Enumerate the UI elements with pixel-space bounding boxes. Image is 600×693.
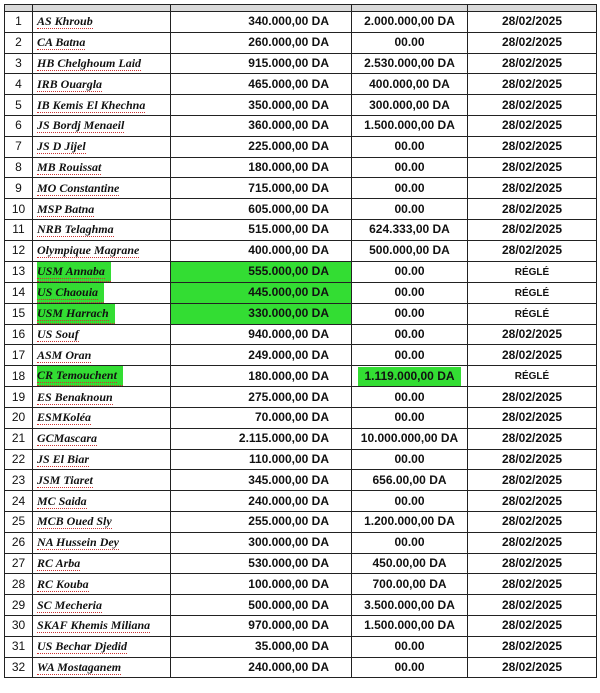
row-number: 6 bbox=[5, 115, 33, 136]
club-name-cell bbox=[33, 470, 171, 491]
amount-paid-cell bbox=[352, 345, 468, 366]
row-number: 25 bbox=[5, 511, 33, 532]
amount-paid: 2.530.000,00 DA bbox=[364, 55, 455, 70]
date-value: 28/02/2025 bbox=[501, 493, 563, 508]
club-name-highlight bbox=[37, 262, 111, 282]
amount-paid: 00.00 bbox=[394, 285, 425, 300]
row-number: 22 bbox=[5, 449, 33, 470]
amount-paid-cell bbox=[352, 387, 468, 408]
amount-paid: 00.00 bbox=[394, 159, 425, 174]
club-name: JSM Tiaret bbox=[37, 472, 93, 487]
row-number: 10 bbox=[5, 199, 33, 220]
table-row bbox=[5, 532, 597, 553]
club-name: GCMascara bbox=[37, 431, 98, 446]
amount-paid: 10.000.000,00 DA bbox=[360, 431, 459, 446]
header-cell bbox=[5, 5, 33, 12]
club-name: MB Rouissat bbox=[37, 159, 102, 174]
amount-paid: 00.00 bbox=[394, 35, 425, 50]
row-number: 18 bbox=[5, 366, 33, 387]
row-number: 1 bbox=[5, 12, 33, 33]
table-row bbox=[5, 428, 597, 449]
due-date bbox=[468, 219, 597, 240]
amount-paid: 400.000,00 DA bbox=[369, 76, 450, 91]
amount-due: 555.000,00 DA bbox=[171, 261, 352, 282]
row-number: 27 bbox=[5, 553, 33, 574]
table-row bbox=[5, 324, 597, 345]
settled-status bbox=[468, 261, 597, 282]
club-name: ESMKoléa bbox=[37, 410, 92, 425]
table-row bbox=[5, 595, 597, 616]
amount-paid-cell bbox=[352, 115, 468, 136]
amount-paid: 1.500.000,00 DA bbox=[364, 618, 455, 633]
club-name-cell bbox=[33, 219, 171, 240]
club-name-cell bbox=[33, 53, 171, 74]
amount-due: 2.115.000,00 DA bbox=[171, 428, 352, 449]
club-name: AS Khroub bbox=[37, 14, 93, 29]
club-name: RC Kouba bbox=[37, 576, 89, 591]
club-name: Olympique Magrane bbox=[37, 243, 140, 258]
table-row bbox=[5, 615, 597, 636]
row-number: 32 bbox=[5, 657, 33, 678]
date-value: 28/02/2025 bbox=[501, 201, 563, 216]
date-value: 28/02/2025 bbox=[501, 410, 563, 425]
row-number: 14 bbox=[5, 282, 33, 303]
club-name-highlight bbox=[37, 304, 115, 324]
row-number: 20 bbox=[5, 407, 33, 428]
date-value: 28/02/2025 bbox=[501, 35, 563, 50]
club-name: SC Mecheria bbox=[37, 597, 103, 612]
table-row bbox=[5, 53, 597, 74]
row-number: 13 bbox=[5, 261, 33, 282]
due-date bbox=[468, 657, 597, 678]
club-name-cell bbox=[33, 366, 171, 387]
date-value: 28/02/2025 bbox=[501, 139, 563, 154]
club-name-cell bbox=[33, 449, 171, 470]
amount-paid-cell bbox=[352, 136, 468, 157]
due-date bbox=[468, 470, 597, 491]
amount-paid: 2.000.000,00 DA bbox=[364, 14, 455, 29]
due-date bbox=[468, 53, 597, 74]
club-name-cell bbox=[33, 95, 171, 116]
row-number: 17 bbox=[5, 345, 33, 366]
row-number: 23 bbox=[5, 470, 33, 491]
club-name-cell bbox=[33, 74, 171, 95]
club-name: WA Mostaganem bbox=[37, 659, 122, 674]
date-value: 28/02/2025 bbox=[501, 14, 563, 29]
table-row bbox=[5, 366, 597, 387]
amount-paid-cell bbox=[352, 53, 468, 74]
clubs-payment-table bbox=[4, 4, 597, 678]
settled-status bbox=[468, 282, 597, 303]
amount-paid-cell bbox=[352, 219, 468, 240]
amount-due: 345.000,00 DA bbox=[171, 470, 352, 491]
amount-paid-cell bbox=[352, 491, 468, 512]
settled-label: RÉGLÉ bbox=[514, 266, 550, 278]
club-name: JS El Biar bbox=[37, 451, 90, 466]
amount-paid-cell bbox=[352, 282, 468, 303]
club-name: US Souf bbox=[37, 326, 79, 341]
date-value: 28/02/2025 bbox=[501, 389, 563, 404]
amount-paid-cell bbox=[352, 303, 468, 324]
table-row bbox=[5, 136, 597, 157]
amount-paid-cell bbox=[352, 636, 468, 657]
row-number: 31 bbox=[5, 636, 33, 657]
amount-paid-cell bbox=[352, 261, 468, 282]
amount-paid: 00.00 bbox=[394, 139, 425, 154]
due-date bbox=[468, 449, 597, 470]
club-name-cell bbox=[33, 387, 171, 408]
club-name: SKAF Khemis Miliana bbox=[37, 618, 151, 633]
amount-due: 255.000,00 DA bbox=[171, 511, 352, 532]
row-number: 8 bbox=[5, 157, 33, 178]
row-number: 5 bbox=[5, 95, 33, 116]
amount-paid: 300.000,00 DA bbox=[369, 97, 450, 112]
amount-due: 465.000,00 DA bbox=[171, 74, 352, 95]
amount-due: 110.000,00 DA bbox=[171, 449, 352, 470]
date-value: 28/02/2025 bbox=[501, 597, 563, 612]
amount-due: 35.000,00 DA bbox=[171, 636, 352, 657]
table-row bbox=[5, 449, 597, 470]
amount-due: 970.000,00 DA bbox=[171, 615, 352, 636]
amount-due: 940.000,00 DA bbox=[171, 324, 352, 345]
amount-due: 360.000,00 DA bbox=[171, 115, 352, 136]
table-row bbox=[5, 303, 597, 324]
table-row bbox=[5, 74, 597, 95]
settled-label: RÉGLÉ bbox=[514, 287, 550, 299]
club-name: RC Arba bbox=[37, 555, 81, 570]
amount-paid-cell bbox=[352, 574, 468, 595]
amount-due: 275.000,00 DA bbox=[171, 387, 352, 408]
amount-due: 330.000,00 DA bbox=[171, 303, 352, 324]
header-cell bbox=[171, 5, 352, 12]
amount-paid: 500.000,00 DA bbox=[369, 243, 450, 258]
amount-paid-cell bbox=[352, 240, 468, 261]
amount-paid: 00.00 bbox=[394, 389, 425, 404]
club-name-cell bbox=[33, 282, 171, 303]
club-name-cell bbox=[33, 32, 171, 53]
amount-paid-cell bbox=[352, 470, 468, 491]
due-date bbox=[468, 574, 597, 595]
due-date bbox=[468, 636, 597, 657]
amount-paid-cell bbox=[352, 553, 468, 574]
club-name-cell bbox=[33, 615, 171, 636]
club-name-cell bbox=[33, 136, 171, 157]
amount-paid-cell bbox=[352, 199, 468, 220]
due-date bbox=[468, 491, 597, 512]
club-name-cell bbox=[33, 407, 171, 428]
amount-paid: 3.500.000,00 DA bbox=[364, 597, 455, 612]
due-date bbox=[468, 74, 597, 95]
club-name: MCB Oued Sly bbox=[37, 514, 112, 529]
amount-paid-cell bbox=[352, 407, 468, 428]
settled-label: RÉGLÉ bbox=[514, 308, 550, 320]
due-date bbox=[468, 511, 597, 532]
amount-paid-cell bbox=[352, 511, 468, 532]
date-value: 28/02/2025 bbox=[501, 97, 563, 112]
club-name: NRB Telaghma bbox=[37, 222, 114, 237]
club-name: MSP Batna bbox=[37, 201, 95, 216]
amount-paid-cell bbox=[352, 428, 468, 449]
club-name-cell bbox=[33, 303, 171, 324]
row-number: 21 bbox=[5, 428, 33, 449]
amount-paid-cell bbox=[352, 157, 468, 178]
amount-due: 340.000,00 DA bbox=[171, 12, 352, 33]
amount-paid: 00.00 bbox=[394, 306, 425, 321]
club-name: US Chaouia bbox=[37, 284, 99, 299]
club-name: IB Kemis El Khechna bbox=[37, 97, 146, 112]
row-number: 30 bbox=[5, 615, 33, 636]
amount-paid-cell bbox=[352, 12, 468, 33]
club-name: MO Constantine bbox=[37, 180, 120, 195]
row-number: 12 bbox=[5, 240, 33, 261]
row-number: 15 bbox=[5, 303, 33, 324]
date-value: 28/02/2025 bbox=[501, 76, 563, 91]
club-name-cell bbox=[33, 553, 171, 574]
row-number: 9 bbox=[5, 178, 33, 199]
date-value: 28/02/2025 bbox=[501, 180, 563, 195]
date-value: 28/02/2025 bbox=[501, 431, 563, 446]
club-name-cell bbox=[33, 491, 171, 512]
club-name-cell bbox=[33, 636, 171, 657]
table-row bbox=[5, 115, 597, 136]
date-value: 28/02/2025 bbox=[501, 618, 563, 633]
due-date bbox=[468, 324, 597, 345]
due-date bbox=[468, 595, 597, 616]
club-name-cell bbox=[33, 324, 171, 345]
due-date bbox=[468, 615, 597, 636]
table-row bbox=[5, 178, 597, 199]
amount-paid: 1.200.000,00 DA bbox=[364, 514, 455, 529]
amount-due: 530.000,00 DA bbox=[171, 553, 352, 574]
table-row bbox=[5, 199, 597, 220]
club-name-cell bbox=[33, 240, 171, 261]
amount-paid: 1.500.000,00 DA bbox=[364, 118, 455, 133]
club-name: ES Benaknoun bbox=[37, 389, 113, 404]
amount-paid-cell bbox=[352, 366, 468, 387]
club-name-cell bbox=[33, 199, 171, 220]
club-name: IRB Ouargla bbox=[37, 76, 103, 91]
amount-paid: 00.00 bbox=[394, 535, 425, 550]
club-name-highlight bbox=[37, 283, 104, 303]
table-row bbox=[5, 219, 597, 240]
amount-paid: 00.00 bbox=[394, 264, 425, 279]
amount-due: 240.000,00 DA bbox=[171, 491, 352, 512]
table-row bbox=[5, 12, 597, 33]
due-date bbox=[468, 178, 597, 199]
date-value: 28/02/2025 bbox=[501, 347, 563, 362]
due-date bbox=[468, 428, 597, 449]
amount-due: 605.000,00 DA bbox=[171, 199, 352, 220]
row-number: 26 bbox=[5, 532, 33, 553]
amount-paid: 1.119.000,00 DA bbox=[358, 367, 460, 386]
club-name-cell bbox=[33, 345, 171, 366]
club-name-cell bbox=[33, 157, 171, 178]
amount-due: 300.000,00 DA bbox=[171, 532, 352, 553]
row-number: 11 bbox=[5, 219, 33, 240]
due-date bbox=[468, 115, 597, 136]
amount-paid-cell bbox=[352, 532, 468, 553]
amount-paid: 00.00 bbox=[394, 180, 425, 195]
amount-paid-cell bbox=[352, 449, 468, 470]
table-row bbox=[5, 387, 597, 408]
row-number: 4 bbox=[5, 74, 33, 95]
due-date bbox=[468, 407, 597, 428]
settled-status bbox=[468, 303, 597, 324]
table-row bbox=[5, 491, 597, 512]
club-name-cell bbox=[33, 12, 171, 33]
date-value: 28/02/2025 bbox=[501, 326, 563, 341]
amount-due: 715.000,00 DA bbox=[171, 178, 352, 199]
table-row bbox=[5, 95, 597, 116]
due-date bbox=[468, 553, 597, 574]
club-name-cell bbox=[33, 511, 171, 532]
due-date bbox=[468, 12, 597, 33]
amount-paid-cell bbox=[352, 657, 468, 678]
row-number: 3 bbox=[5, 53, 33, 74]
amount-due: 260.000,00 DA bbox=[171, 32, 352, 53]
settled-label: RÉGLÉ bbox=[514, 371, 550, 383]
amount-paid: 00.00 bbox=[394, 201, 425, 216]
amount-paid: 450.00,00 DA bbox=[372, 555, 447, 570]
club-name-cell bbox=[33, 657, 171, 678]
amount-due: 180.000,00 DA bbox=[171, 366, 352, 387]
date-value: 28/02/2025 bbox=[501, 222, 563, 237]
date-value: 28/02/2025 bbox=[501, 118, 563, 133]
club-name-highlight bbox=[37, 366, 123, 386]
due-date bbox=[468, 95, 597, 116]
due-date bbox=[468, 387, 597, 408]
amount-due: 180.000,00 DA bbox=[171, 157, 352, 178]
row-number: 28 bbox=[5, 574, 33, 595]
club-name: HB Chelghoum Laid bbox=[37, 55, 142, 70]
row-number: 2 bbox=[5, 32, 33, 53]
table-row bbox=[5, 553, 597, 574]
amount-paid-cell bbox=[352, 95, 468, 116]
table-row bbox=[5, 157, 597, 178]
amount-paid-cell bbox=[352, 32, 468, 53]
settled-status bbox=[468, 366, 597, 387]
amount-paid: 00.00 bbox=[394, 639, 425, 654]
row-number: 29 bbox=[5, 595, 33, 616]
amount-paid: 656.00,00 DA bbox=[372, 472, 447, 487]
club-name-cell bbox=[33, 261, 171, 282]
club-name: CA Batna bbox=[37, 35, 86, 50]
amount-paid-cell bbox=[352, 178, 468, 199]
date-value: 28/02/2025 bbox=[501, 555, 563, 570]
date-value: 28/02/2025 bbox=[501, 472, 563, 487]
amount-due: 500.000,00 DA bbox=[171, 595, 352, 616]
amount-paid-cell bbox=[352, 324, 468, 345]
amount-due: 249.000,00 DA bbox=[171, 345, 352, 366]
club-name-cell bbox=[33, 428, 171, 449]
club-name: USM Annaba bbox=[37, 263, 105, 278]
date-value: 28/02/2025 bbox=[501, 55, 563, 70]
date-value: 28/02/2025 bbox=[501, 659, 563, 674]
amount-paid-cell bbox=[352, 74, 468, 95]
due-date bbox=[468, 157, 597, 178]
amount-paid: 00.00 bbox=[394, 493, 425, 508]
amount-due: 70.000,00 DA bbox=[171, 407, 352, 428]
date-value: 28/02/2025 bbox=[501, 576, 563, 591]
row-number: 24 bbox=[5, 491, 33, 512]
date-value: 28/02/2025 bbox=[501, 451, 563, 466]
club-name-cell bbox=[33, 532, 171, 553]
table-row bbox=[5, 240, 597, 261]
amount-paid: 00.00 bbox=[394, 451, 425, 466]
amount-paid: 624.333,00 DA bbox=[369, 222, 450, 237]
table-row bbox=[5, 282, 597, 303]
header-cell bbox=[33, 5, 171, 12]
amount-due: 240.000,00 DA bbox=[171, 657, 352, 678]
header-row bbox=[5, 5, 597, 12]
club-name-cell bbox=[33, 595, 171, 616]
club-name-cell bbox=[33, 574, 171, 595]
row-number: 7 bbox=[5, 136, 33, 157]
amount-due: 100.000,00 DA bbox=[171, 574, 352, 595]
club-name: CR Temouchent bbox=[37, 368, 117, 383]
club-name: ASM Oran bbox=[37, 347, 92, 362]
club-name: USM Harrach bbox=[37, 305, 109, 320]
header-cell bbox=[468, 5, 597, 12]
table-row bbox=[5, 261, 597, 282]
amount-due: 445.000,00 DA bbox=[171, 282, 352, 303]
amount-paid: 00.00 bbox=[394, 347, 425, 362]
club-name: MC Saida bbox=[37, 493, 87, 508]
table-row bbox=[5, 657, 597, 678]
club-name: JS Bordj Menaeil bbox=[37, 118, 125, 133]
amount-due: 515.000,00 DA bbox=[171, 219, 352, 240]
header-cell bbox=[352, 5, 468, 12]
amount-due: 350.000,00 DA bbox=[171, 95, 352, 116]
club-name-cell bbox=[33, 178, 171, 199]
due-date bbox=[468, 532, 597, 553]
date-value: 28/02/2025 bbox=[501, 159, 563, 174]
due-date bbox=[468, 32, 597, 53]
amount-due: 225.000,00 DA bbox=[171, 136, 352, 157]
table-row bbox=[5, 32, 597, 53]
due-date bbox=[468, 345, 597, 366]
table-row bbox=[5, 511, 597, 532]
date-value: 28/02/2025 bbox=[501, 243, 563, 258]
amount-paid: 00.00 bbox=[394, 326, 425, 341]
amount-paid: 00.00 bbox=[394, 659, 425, 674]
date-value: 28/02/2025 bbox=[501, 535, 563, 550]
club-name: JS D Jijel bbox=[37, 139, 86, 154]
due-date bbox=[468, 136, 597, 157]
row-number: 19 bbox=[5, 387, 33, 408]
amount-paid: 00.00 bbox=[394, 410, 425, 425]
due-date bbox=[468, 199, 597, 220]
table-row bbox=[5, 407, 597, 428]
amount-due: 400.000,00 DA bbox=[171, 240, 352, 261]
club-name: NA Hussein Dey bbox=[37, 535, 120, 550]
row-number: 16 bbox=[5, 324, 33, 345]
amount-paid-cell bbox=[352, 615, 468, 636]
amount-paid-cell bbox=[352, 595, 468, 616]
club-name-cell bbox=[33, 115, 171, 136]
table-row bbox=[5, 636, 597, 657]
table-row bbox=[5, 470, 597, 491]
table-row bbox=[5, 574, 597, 595]
table-row bbox=[5, 345, 597, 366]
amount-paid: 700.00,00 DA bbox=[372, 576, 447, 591]
club-name: US Bechar Djedid bbox=[37, 639, 127, 654]
due-date bbox=[468, 240, 597, 261]
amount-due: 915.000,00 DA bbox=[171, 53, 352, 74]
date-value: 28/02/2025 bbox=[501, 639, 563, 654]
date-value: 28/02/2025 bbox=[501, 514, 563, 529]
